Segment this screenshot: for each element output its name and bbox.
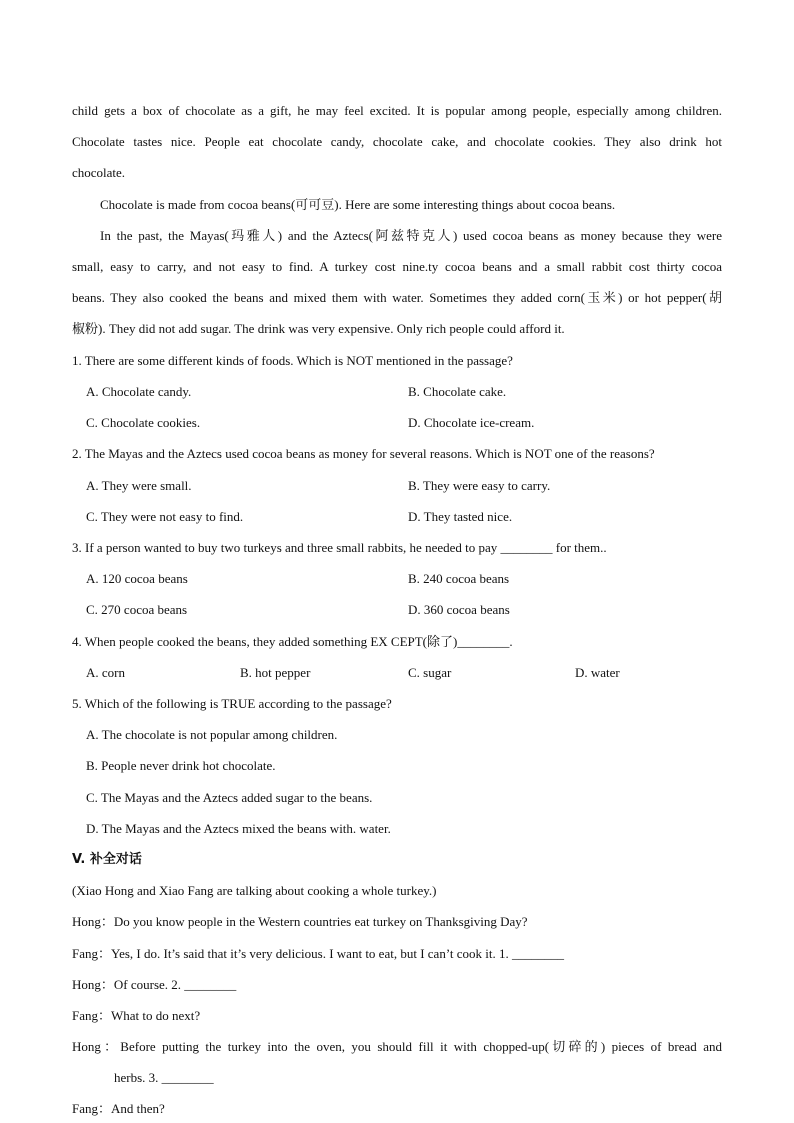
dialogue-line: Fang：Yes, I do. It’s said that it’s very delicious. I want to eat, but I can’t cook it. 1. ________ — [72, 946, 565, 961]
passage-line: In the past, the Mayas(玛雅人) and the Aztecs(阿兹特克人) used cocoa beans as money because they were — [100, 228, 722, 243]
passage-line: 椒粉). They did not add sugar. The drink was very expensive. Only rich people could afford it. — [72, 321, 565, 336]
passage-line: Chocolate tastes nice. People eat chocolate candy, chocolate cake, and chocolate cookies. They also drink hot — [72, 134, 722, 149]
dialogue-line: Hong：Of course. 2. ________ — [72, 977, 237, 992]
dialogue-intro: (Xiao Hong and Xiao Fang are talking about cooking a whole turkey.) — [72, 883, 437, 898]
answer-option: D. water — [575, 665, 620, 680]
answer-option: B. People never drink hot chocolate. — [86, 758, 276, 773]
answer-option: B. They were easy to carry. — [408, 478, 551, 493]
passage-line: chocolate. — [72, 165, 126, 180]
answer-option: C. The Mayas and the Aztecs added sugar to the beans. — [86, 790, 373, 805]
answer-option: B. Chocolate cake. — [408, 384, 507, 399]
passage-paragraph: Chocolate is made from cocoa beans(可可豆). Here are some interesting things about cocoa beans. — [100, 197, 616, 212]
answer-option: A. The chocolate is not popular among children. — [86, 727, 338, 742]
dialogue-line: herbs. 3. ________ — [114, 1070, 214, 1085]
answer-option: C. They were not easy to find. — [86, 509, 244, 524]
passage-line: beans. They also cooked the beans and mixed them with water. Sometimes they added corn(玉米) or hot pepper(胡 — [72, 290, 722, 305]
answer-option: C. sugar — [408, 665, 452, 680]
question-stem: 4. When people cooked the beans, they added something EX CEPT(除了)________. — [72, 634, 513, 649]
answer-option: C. Chocolate cookies. — [86, 415, 201, 430]
passage-line: small, easy to carry, and not easy to find. A turkey cost nine.ty cocoa beans and a small rabbit cost thirty cocoa — [72, 259, 722, 274]
question-stem: 1. There are some different kinds of foods. Which is NOT mentioned in the passage? — [72, 353, 513, 368]
answer-option: A. Chocolate candy. — [86, 384, 192, 399]
answer-option: D. Chocolate ice-cream. — [408, 415, 535, 430]
passage-line: child gets a box of chocolate as a gift, he may feel excited. It is popular among people, especially among children. — [72, 103, 722, 118]
dialogue-line: Fang：And then? — [72, 1101, 165, 1116]
answer-option: D. 360 cocoa beans — [408, 602, 510, 617]
answer-option: B. hot pepper — [240, 665, 311, 680]
dialogue-line: Fang：What to do next? — [72, 1008, 201, 1023]
dialogue-line: Hong：Do you know people in the Western countries eat turkey on Thanksgiving Day? — [72, 914, 528, 929]
dialogue-line: Hong：Before putting the turkey into the oven, you should fill it with chopped-up(切碎的) pieces of bread and — [72, 1039, 722, 1054]
question-stem: 3. If a person wanted to buy two turkeys and three small rabbits, he needed to pay ________ for them.. — [72, 540, 607, 555]
answer-option: D. They tasted nice. — [408, 509, 513, 524]
answer-option: A. 120 cocoa beans — [86, 571, 188, 586]
answer-option: C. 270 cocoa beans — [86, 602, 188, 617]
question-stem: 5. Which of the following is TRUE according to the passage? — [72, 696, 392, 711]
answer-option: B. 240 cocoa beans — [408, 571, 510, 586]
answer-option: A. They were small. — [86, 478, 192, 493]
section-heading: V. 补全对话 — [72, 852, 142, 867]
answer-option: A. corn — [86, 665, 125, 680]
question-stem: 2. The Mayas and the Aztecs used cocoa beans as money for several reasons. Which is NOT one of the reasons? — [72, 446, 655, 461]
answer-option: D. The Mayas and the Aztecs mixed the beans with. water. — [86, 821, 391, 836]
